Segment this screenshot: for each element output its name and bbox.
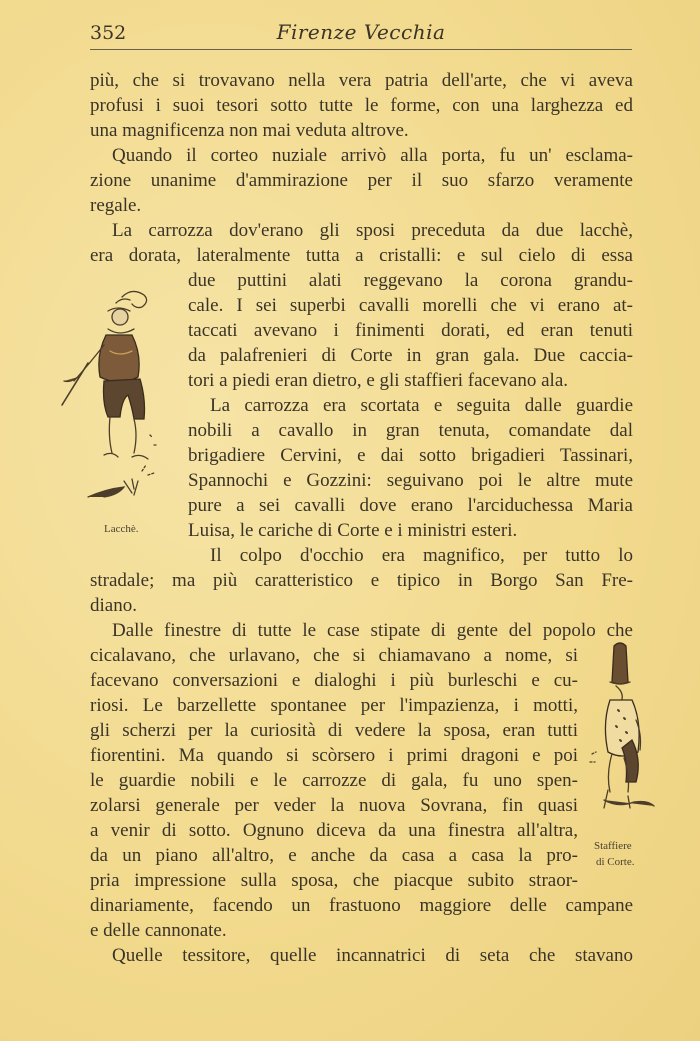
text-line: cale. I sei superbi cavalli morelli che vi erano at- <box>188 295 633 316</box>
text-line: regale. <box>90 195 142 216</box>
text-line: da un piano all'altro, e anche da casa a casa la pro- <box>90 845 578 866</box>
staffiere-illustration <box>588 640 660 832</box>
staffiere-caption-line2: di Corte. <box>596 856 635 868</box>
text-line: Spannochi e Gozzini: seguivano poi le altre mute <box>188 470 633 491</box>
text-line: taccati avevano i finimenti dorati, ed eran tenuti <box>188 320 633 341</box>
lacche-illustration <box>58 285 188 515</box>
text-line: zione unanime d'ammirazione per il suo sfarzo veramente <box>90 170 633 191</box>
text-line: Quelle tessitore, quelle incannatrici di seta che stavano <box>112 945 633 966</box>
text-line: fiorentini. Ma quando si scòrsero i primi dragoni e poi <box>90 745 578 766</box>
text-line: tori a piedi eran dietro, e gli staffieri facevano ala. <box>188 370 568 391</box>
text-line: La carrozza era scortata e seguita dalle guardie <box>210 395 633 416</box>
text-line: a venir di sotto. Ognuno diceva da una finestra all'altra, <box>90 820 578 841</box>
text-line: riosi. Le barzellette spontanee per l'impazienza, i motti, <box>90 695 578 716</box>
text-line: cicalavano, che urlavano, che si chiamavano a nome, si <box>90 645 578 666</box>
text-line: brigadiere Cervini, e dai sotto brigadieri Tassinari, <box>188 445 633 466</box>
running-title: Firenze Vecchia <box>276 20 446 44</box>
text-line: Il colpo d'occhio era magnifico, per tutto lo <box>210 545 633 566</box>
text-line: nobili a cavallo in gran tenuta, comandate dal <box>188 420 633 441</box>
text-line: profusi i suoi tesori sotto tutte le forme, con una larghezza ed <box>90 95 633 116</box>
running-header <box>90 18 632 48</box>
text-line: Luisa, le cariche di Corte e i ministri esteri. <box>188 520 518 541</box>
text-line: stradale; ma più caratteristico e tipico in Borgo San Fre- <box>90 570 633 591</box>
page-number: 352 <box>90 22 127 44</box>
text-line: le guardie nobili e le carrozze di gala, fu uno spen- <box>90 770 578 791</box>
text-line: La carrozza dov'erano gli sposi preceduta da due lacchè, <box>112 220 633 241</box>
text-line: zolarsi generale per veder la nuova Sovrana, fin quasi <box>90 795 578 816</box>
text-line: una magnificenza non mai veduta altrove. <box>90 120 409 141</box>
text-line: Dalle finestre di tutte le case stipate di gente del popolo che <box>112 620 633 641</box>
header-rule <box>90 49 632 50</box>
text-line: facevano conversazioni e dialoghi i più burleschi e cu- <box>90 670 578 691</box>
text-line: più, che si trovavano nella vera patria dell'arte, che vi aveva <box>90 70 633 91</box>
text-line: e delle cannonate. <box>90 920 227 941</box>
text-line: diano. <box>90 595 137 616</box>
text-line: dinariamente, facendo un frastuono maggiore delle campane <box>90 895 633 916</box>
text-line: da palafrenieri di Corte in gran gala. Due caccia- <box>188 345 633 366</box>
staffiere-caption-line1: Staffiere <box>594 840 632 852</box>
text-line: era dorata, lateralmente tutta a cristalli: e sul cielo di essa <box>90 245 633 266</box>
text-line: due puttini alati reggevano la corona grandu- <box>188 270 633 291</box>
text-line: pure a sei cavalli dove erano l'arciduchessa Maria <box>188 495 633 516</box>
text-line: pria impressione sulla sposa, che piacque subito straor- <box>90 870 578 891</box>
text-line: gli scherzi per la curiosità di vedere la sposa, eran tutti <box>90 720 578 741</box>
text-line: Quando il corteo nuziale arrivò alla porta, fu un' esclama- <box>112 145 633 166</box>
lacche-caption: Lacchè. <box>104 523 139 535</box>
